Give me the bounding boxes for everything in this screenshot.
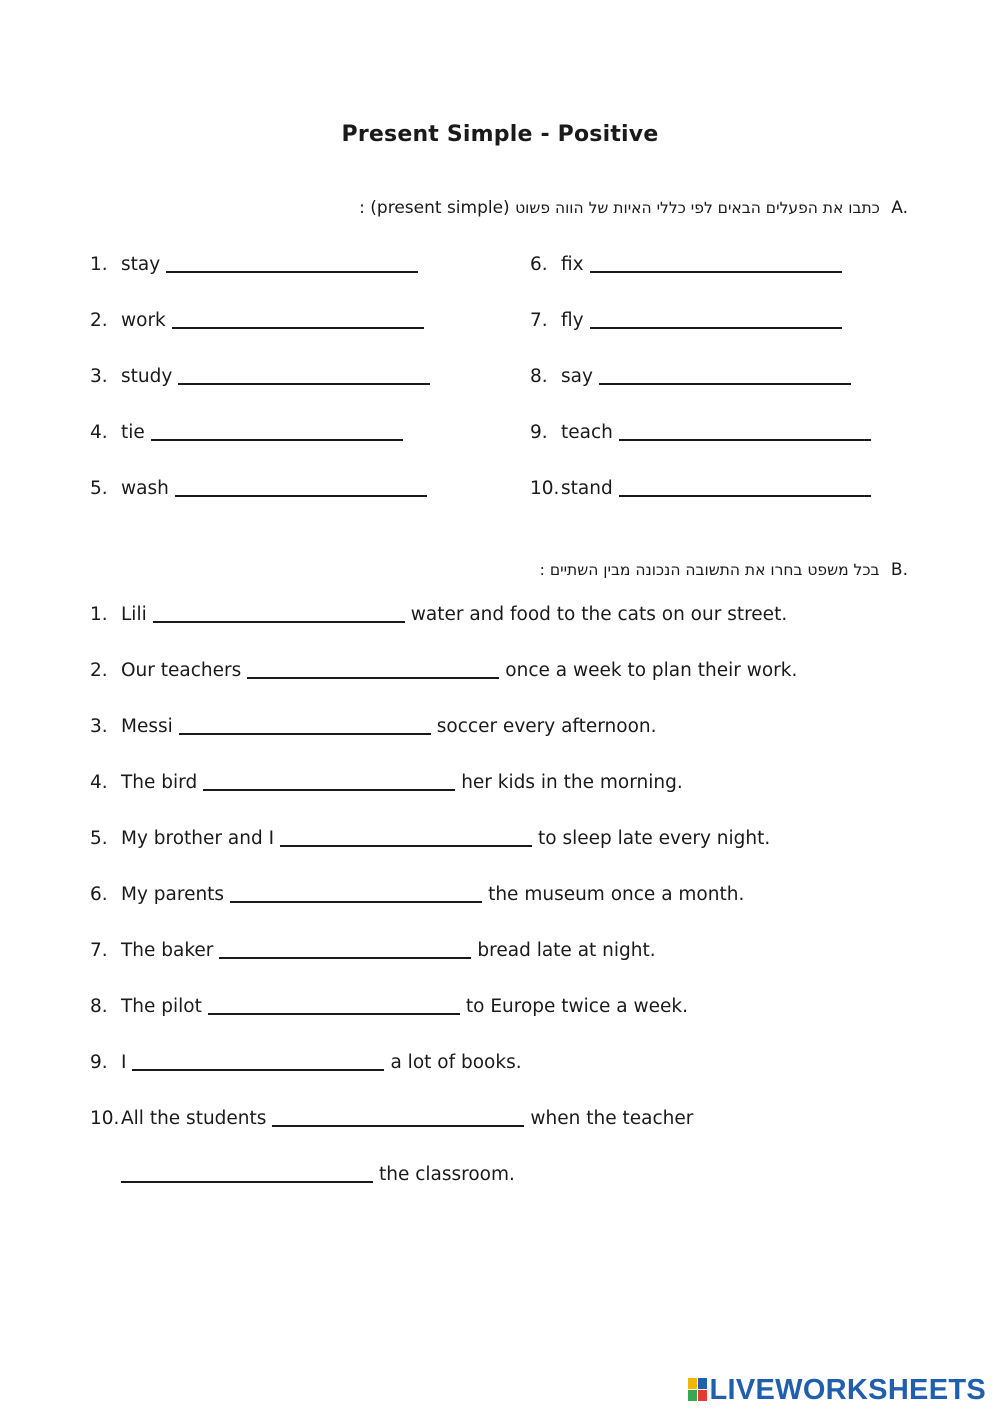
answer-blank[interactable] (203, 788, 455, 791)
sentence-end: soccer every afternoon. (436, 716, 657, 737)
sentence-item (90, 1108, 693, 1129)
section-b-instruction (540, 560, 908, 580)
sentence-item (90, 1052, 522, 1073)
sentence-start: My brother and I (121, 828, 275, 849)
item-number: 2. (90, 660, 108, 681)
answer-blank[interactable] (590, 326, 842, 329)
sentence-item (90, 604, 787, 625)
sentence-end: water and food to the cats on our street. (410, 604, 788, 625)
item-number: 8. (530, 366, 548, 387)
section-letter: B. (890, 560, 908, 580)
liveworksheets-logo (688, 1372, 987, 1408)
answer-blank[interactable] (219, 956, 471, 959)
verb-word: stay (121, 254, 161, 275)
section-letter: A. (891, 198, 908, 218)
item-number: 2. (90, 310, 108, 331)
answer-blank[interactable] (172, 326, 424, 329)
sentence-end: the classroom. (379, 1164, 515, 1185)
verb-word: study (121, 366, 173, 387)
answer-blank[interactable] (619, 494, 871, 497)
sentence-end: when the teacher (530, 1108, 694, 1129)
verb-word: fix (561, 254, 584, 275)
sentence-item (90, 660, 797, 681)
item-number: 3. (90, 716, 108, 737)
verb-item (90, 310, 430, 331)
item-number: 4. (90, 772, 108, 793)
item-number: 9. (90, 1052, 108, 1073)
sentence-end: once a week to plan their work. (505, 660, 798, 681)
section-a-instruction (359, 198, 908, 218)
sentence-item (90, 884, 744, 905)
answer-blank[interactable] (599, 382, 851, 385)
verb-item (530, 478, 877, 499)
instruction-tail: : (359, 198, 365, 218)
item-number: 10. (530, 478, 560, 499)
sentence-start: My parents (121, 884, 225, 905)
sentence-item (90, 772, 683, 793)
sentence-end: to Europe twice a week. (465, 996, 688, 1017)
answer-blank[interactable] (179, 732, 431, 735)
page-title: Present Simple - Positive (341, 122, 659, 147)
verb-word: tie (121, 422, 145, 443)
item-number: 7. (90, 940, 108, 961)
item-number: 8. (90, 996, 108, 1017)
item-number: 7. (530, 310, 548, 331)
sentence-item (90, 940, 656, 961)
sentence-end: a lot of books. (390, 1052, 522, 1073)
verb-word: say (561, 366, 593, 387)
answer-blank[interactable] (175, 494, 427, 497)
item-number: 6. (530, 254, 548, 275)
sentence-item (90, 716, 657, 737)
sentence-start: I (121, 1052, 127, 1073)
answer-blank[interactable] (121, 1180, 373, 1183)
verb-item (90, 254, 424, 275)
sentence-item (90, 996, 688, 1017)
answer-blank[interactable] (272, 1124, 524, 1127)
verb-word: fly (561, 310, 584, 331)
sentence-start: Messi (121, 716, 173, 737)
verb-item (530, 310, 848, 331)
verb-item (90, 366, 436, 387)
sentence-start: The bird (121, 772, 198, 793)
sentence-start: All the students (121, 1108, 267, 1129)
item-number: 5. (90, 478, 108, 499)
item-number: 3. (90, 366, 108, 387)
answer-blank[interactable] (590, 270, 842, 273)
sentence-end: bread late at night. (477, 940, 656, 961)
sentence-continuation (115, 1164, 515, 1185)
answer-blank[interactable] (178, 382, 430, 385)
answer-blank[interactable] (230, 900, 482, 903)
sentence-start: The pilot (121, 996, 202, 1017)
instruction-hebrew: בכל משפט בחרו את התשובה הנכונה מבין השתיים : (539, 561, 880, 579)
verb-item (530, 254, 848, 275)
liveworksheets-logo-icon (688, 1378, 708, 1402)
answer-blank[interactable] (153, 620, 405, 623)
answer-blank[interactable] (619, 438, 871, 441)
verb-word: work (121, 310, 166, 331)
answer-blank[interactable] (166, 270, 418, 273)
verb-item (530, 366, 857, 387)
item-number: 1. (90, 604, 108, 625)
item-number: 1. (90, 254, 108, 275)
sentence-start: Our teachers (121, 660, 242, 681)
item-number: 9. (530, 422, 548, 443)
answer-blank[interactable] (247, 676, 499, 679)
instruction-hebrew: כתבו את הפעלים הבאים לפי כללי האיות של הווה פשוט (515, 199, 880, 217)
sentence-end: her kids in the morning. (461, 772, 683, 793)
verb-word: stand (561, 478, 613, 499)
sentence-start: The baker (121, 940, 214, 961)
logo-text: LIVEWORKSHEETS (709, 1373, 986, 1406)
verb-word: teach (561, 422, 613, 443)
verb-item (90, 478, 433, 499)
instruction-english: (present simple) (370, 198, 510, 218)
sentence-end: to sleep late every night. (538, 828, 771, 849)
answer-blank[interactable] (151, 438, 403, 441)
sentence-item (90, 828, 770, 849)
answer-blank[interactable] (280, 844, 532, 847)
item-number: 10. (90, 1108, 120, 1129)
sentence-end: the museum once a month. (488, 884, 745, 905)
verb-item (90, 422, 409, 443)
item-number: 6. (90, 884, 108, 905)
sentence-start: Lili (121, 604, 147, 625)
item-number: 4. (90, 422, 108, 443)
answer-blank[interactable] (132, 1068, 384, 1071)
verb-item (530, 422, 877, 443)
answer-blank[interactable] (208, 1012, 460, 1015)
verb-word: wash (121, 478, 169, 499)
item-number: 5. (90, 828, 108, 849)
